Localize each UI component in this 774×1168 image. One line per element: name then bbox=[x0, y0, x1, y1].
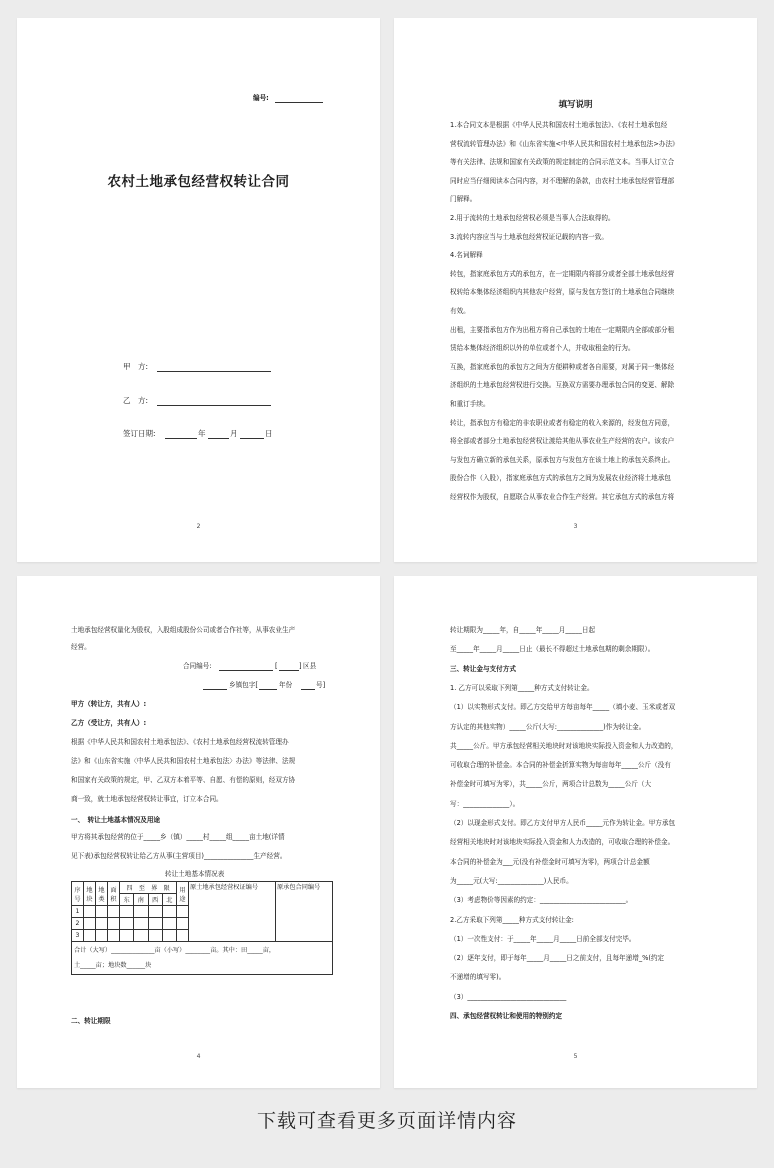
header-east: 东 bbox=[120, 894, 134, 906]
paragraph-line: 法》和《山东省实施〈中华人民共和国农村土地承包法〉办法》等法律、法规 bbox=[71, 757, 296, 765]
section-heading: 四、承包经营权转让和使用的特别约定 bbox=[450, 1012, 563, 1020]
paragraph-line: 可收取合理的补偿金。本合同的补偿金折算实物为每亩每年_____公斤（没有 bbox=[450, 761, 671, 770]
header-west: 西 bbox=[148, 894, 162, 906]
page-contract-body bbox=[17, 576, 380, 1088]
town-code-blank bbox=[259, 689, 277, 690]
month-blank bbox=[208, 438, 229, 439]
instruction-line: 有效。 bbox=[450, 307, 470, 315]
contract-number-blank bbox=[275, 102, 323, 103]
contract-no-blank bbox=[219, 670, 273, 671]
header-south: 南 bbox=[134, 894, 148, 906]
paragraph-line: 为_____元(大写:______________)人民币。 bbox=[450, 876, 573, 885]
town-label: 乡镇包字[ bbox=[229, 681, 258, 689]
paragraph-line: 2.乙方采取下列第_____种方式支付转让金: bbox=[450, 915, 574, 924]
header-bounds: 四 至 界 限 bbox=[120, 882, 177, 894]
table-title: 转让土地基本情况表 bbox=[165, 870, 225, 878]
bracket-close: ] bbox=[299, 662, 302, 670]
paragraph-line: 转让期限为_____年，自_____年_____月_____日起 bbox=[450, 626, 596, 634]
year-blank bbox=[165, 438, 197, 439]
party-a-label: 甲 方: bbox=[123, 362, 149, 371]
num-blank bbox=[301, 689, 315, 690]
page-number: 4 bbox=[196, 1053, 201, 1060]
paragraph-line: 写：______________）。 bbox=[450, 799, 520, 808]
instruction-line: 同时应当仔细阅读本合同内容，对不理解的条款，由农村土地承包经营管理部 bbox=[450, 176, 675, 185]
paragraph-line: 不递增的填写零)。 bbox=[450, 973, 506, 982]
instruction-line: 转让，指承包方有稳定的非农职业或者有稳定的收入来源的，经发包方同意， bbox=[450, 418, 675, 427]
district-label: 区县 bbox=[303, 662, 317, 670]
instruction-line: 转包，指家庭承包方式的承包方，在一定期限内将部分或者全部土地承包经营 bbox=[450, 269, 675, 278]
page-number: 5 bbox=[573, 1053, 578, 1060]
row-number: 1 bbox=[72, 906, 84, 918]
section-heading: 二、转让期限 bbox=[71, 1017, 111, 1025]
total-line: 合计（大写）______________亩（小写）________亩。其中：田_____亩， bbox=[74, 947, 276, 954]
paragraph-line: （3）考虑物价等因素的约定：__________________________。 bbox=[450, 896, 633, 905]
instruction-line: 出租，主要指承包方作为出租方将自己承包的土地在一定期限内全部或部分租 bbox=[450, 325, 675, 334]
paragraph-line: （1）一次性支付：于_____年_____月_____日前全部支付完毕。 bbox=[450, 934, 636, 943]
contract-number-label: 编号: bbox=[253, 94, 269, 102]
footer-caption: 下载可查看更多页面详情内容 bbox=[256, 1110, 517, 1132]
instruction-line: 1.本合同文本是根据《中华人民共和国农村土地承包法》、《农村土地承包经 bbox=[450, 121, 668, 129]
day-label: 日 bbox=[265, 429, 273, 438]
party-a-blank bbox=[157, 371, 271, 372]
instruction-line: 互换，指家庭承包的承包方之间为方便耕种或者各自需要，对属于同一集体经 bbox=[450, 362, 675, 371]
instruction-line: 营权流转管理办法》和《山东省实施<中华人民共和国农村土地承包法>办法》 bbox=[450, 139, 679, 148]
paragraph-line: 补偿金时可填写为零），共_____公斤，两项合计总数为_____公斤（大 bbox=[450, 780, 652, 789]
year-word: 年份 bbox=[279, 681, 293, 689]
instruction-line: 等有关法律、法规和国家有关政策的规定制定的合同示范文本。当事人订立合 bbox=[450, 158, 675, 167]
party-b-label: 乙 方: bbox=[123, 396, 149, 405]
page-contract-terms bbox=[394, 576, 757, 1088]
instruction-line: 2.用于流转的土地承包经营权必须是当事人合法取得的。 bbox=[450, 214, 615, 222]
party-a-label: 甲方（转让方，共有人）: bbox=[71, 700, 147, 708]
section-heading: 三、转让金与支付方式 bbox=[450, 664, 516, 673]
instruction-line: 股份合作（入股），指家庭承包方式的承包方之间为发展农业经济将土地承包 bbox=[450, 474, 671, 483]
instruction-line: 与发包方确立新的承包关系，原承包方与发包方在该土地上的承包关系终止。 bbox=[450, 455, 675, 464]
paragraph-line: 经营。 bbox=[71, 643, 91, 651]
bracket-open: [ bbox=[275, 662, 278, 670]
total-line: 土_____亩；地块数______块 bbox=[74, 962, 152, 969]
paragraph-line: （2）以现金形式支付。即乙方支付甲方人民币_____元作为转让金。甲方承包 bbox=[450, 819, 676, 827]
paragraph-line: 商一致，就土地承包经营权转让事宜，订立本合同。 bbox=[71, 795, 223, 803]
paragraph-line: 至_____年_____月_____日止（最长不得超过土地承包期的剩余期限）。 bbox=[450, 645, 655, 654]
instruction-line: 经营权作为股权，自愿联合从事农业合作生产经营。其它承包方式的承包方将 bbox=[450, 493, 675, 501]
instruction-line: 和重订手续。 bbox=[450, 400, 490, 408]
paragraph-line: 根据《中华人民共和国农村土地承包法》、《农村土地承包经营权流转管理办 bbox=[71, 738, 289, 746]
page-number: 2 bbox=[196, 523, 201, 530]
paragraph-line: （3）______________________________ bbox=[450, 992, 567, 1001]
num-word: 号] bbox=[316, 681, 326, 689]
sign-date-label: 签订日期: bbox=[123, 429, 156, 438]
instructions-title: 填写说明 bbox=[558, 100, 593, 110]
table-total-row bbox=[72, 942, 333, 975]
paragraph-line: （2）逐年支付，即于每年_____月_____日之前支付，且每年递增_%(约定 bbox=[450, 954, 665, 963]
paragraph-line: 共_____公斤。甲方承包经营相关地块时对该地块实际投入资金和人力改造的， bbox=[450, 741, 678, 750]
day-blank bbox=[240, 438, 264, 439]
paragraph-line: 土地承包经营权量化为股权，入股组成股份公司或者合作社等，从事农业生产 bbox=[71, 626, 296, 634]
document-title: 农村土地承包经营权转让合同 bbox=[107, 174, 290, 190]
instruction-line: 权转给本集体经济组织内其他农户经营，原与发包方签订的土地承包合同继续 bbox=[450, 288, 675, 297]
year-label: 年 bbox=[198, 429, 206, 438]
town-blank bbox=[203, 689, 227, 690]
header-north: 北 bbox=[162, 894, 176, 906]
header-orig-cert: 原土地承包经营权证编号 bbox=[189, 882, 276, 942]
land-info-table bbox=[71, 881, 333, 975]
party-b-label: 乙方（受让方，共有人）: bbox=[71, 719, 147, 727]
district-blank bbox=[279, 670, 299, 671]
month-label: 月 bbox=[230, 429, 238, 438]
instruction-line: 3.流转内容应当与土地承包经营权证记载的内容一致。 bbox=[450, 232, 608, 241]
paragraph-line: 方认定的其他实物）_____公斤(大写:______________)作为转让金。 bbox=[450, 722, 646, 731]
paragraph-line: 经营相关地块时对该地块实际投入资金和人力改造的，可收取合理的补偿金。 bbox=[450, 838, 675, 847]
page-number: 3 bbox=[573, 523, 578, 530]
page-cover bbox=[17, 18, 380, 562]
header-seq: 序号 bbox=[72, 882, 84, 906]
header-orig-contract: 原承包合同编号 bbox=[276, 882, 333, 942]
header-type: 地类 bbox=[96, 882, 108, 906]
instruction-line: 济组织的土地承包经营权进行交换。互换双方需要办理承包合同的变更、解除 bbox=[450, 381, 675, 390]
instruction-line: 4.名词解释 bbox=[450, 251, 483, 260]
party-b-blank bbox=[157, 405, 271, 406]
header-area: 面积 bbox=[108, 882, 120, 906]
paragraph-line: （1）以实物形式支付。即乙方交给甲方每亩每年_____（填小麦、玉米或者双 bbox=[450, 703, 676, 712]
paragraph-line: 甲方将其承包经营的位于_____乡（镇）_____村_____组_____亩土地(详情 bbox=[71, 833, 285, 841]
row-number: 2 bbox=[72, 918, 84, 930]
paragraph-line: 见下表)承包经营权转让给乙方从事(主营项目)_______________生产经营。 bbox=[71, 852, 287, 860]
instruction-line: 将全部或者部分土地承包经营权让渡给其他从事农业生产经营的农户。该农户 bbox=[450, 437, 675, 446]
header-use: 用途 bbox=[177, 882, 189, 906]
table-total bbox=[72, 942, 333, 975]
paragraph-line: 本合同的补偿金为___元(没有补偿金时可填写为零)，两项合计总金额 bbox=[450, 857, 650, 866]
section-heading: 一、 转让土地基本情况及用途 bbox=[71, 816, 161, 824]
header-plot: 地块 bbox=[84, 882, 96, 906]
row-number: 3 bbox=[72, 930, 84, 942]
instruction-line: 赁给本集体经济组织以外的单位或者个人，并收取租金的行为。 bbox=[450, 344, 635, 353]
instruction-line: 门解释。 bbox=[450, 195, 477, 204]
paragraph-line: 1. 乙方可以采取下列第_____种方式支付转让金。 bbox=[450, 683, 594, 692]
contract-no-label: 合同编号: bbox=[183, 662, 212, 670]
page-instructions bbox=[394, 18, 757, 562]
paragraph-line: 和国家有关政策的规定，甲、乙双方本着平等、自愿、有偿的原则，经双方协 bbox=[71, 776, 296, 784]
